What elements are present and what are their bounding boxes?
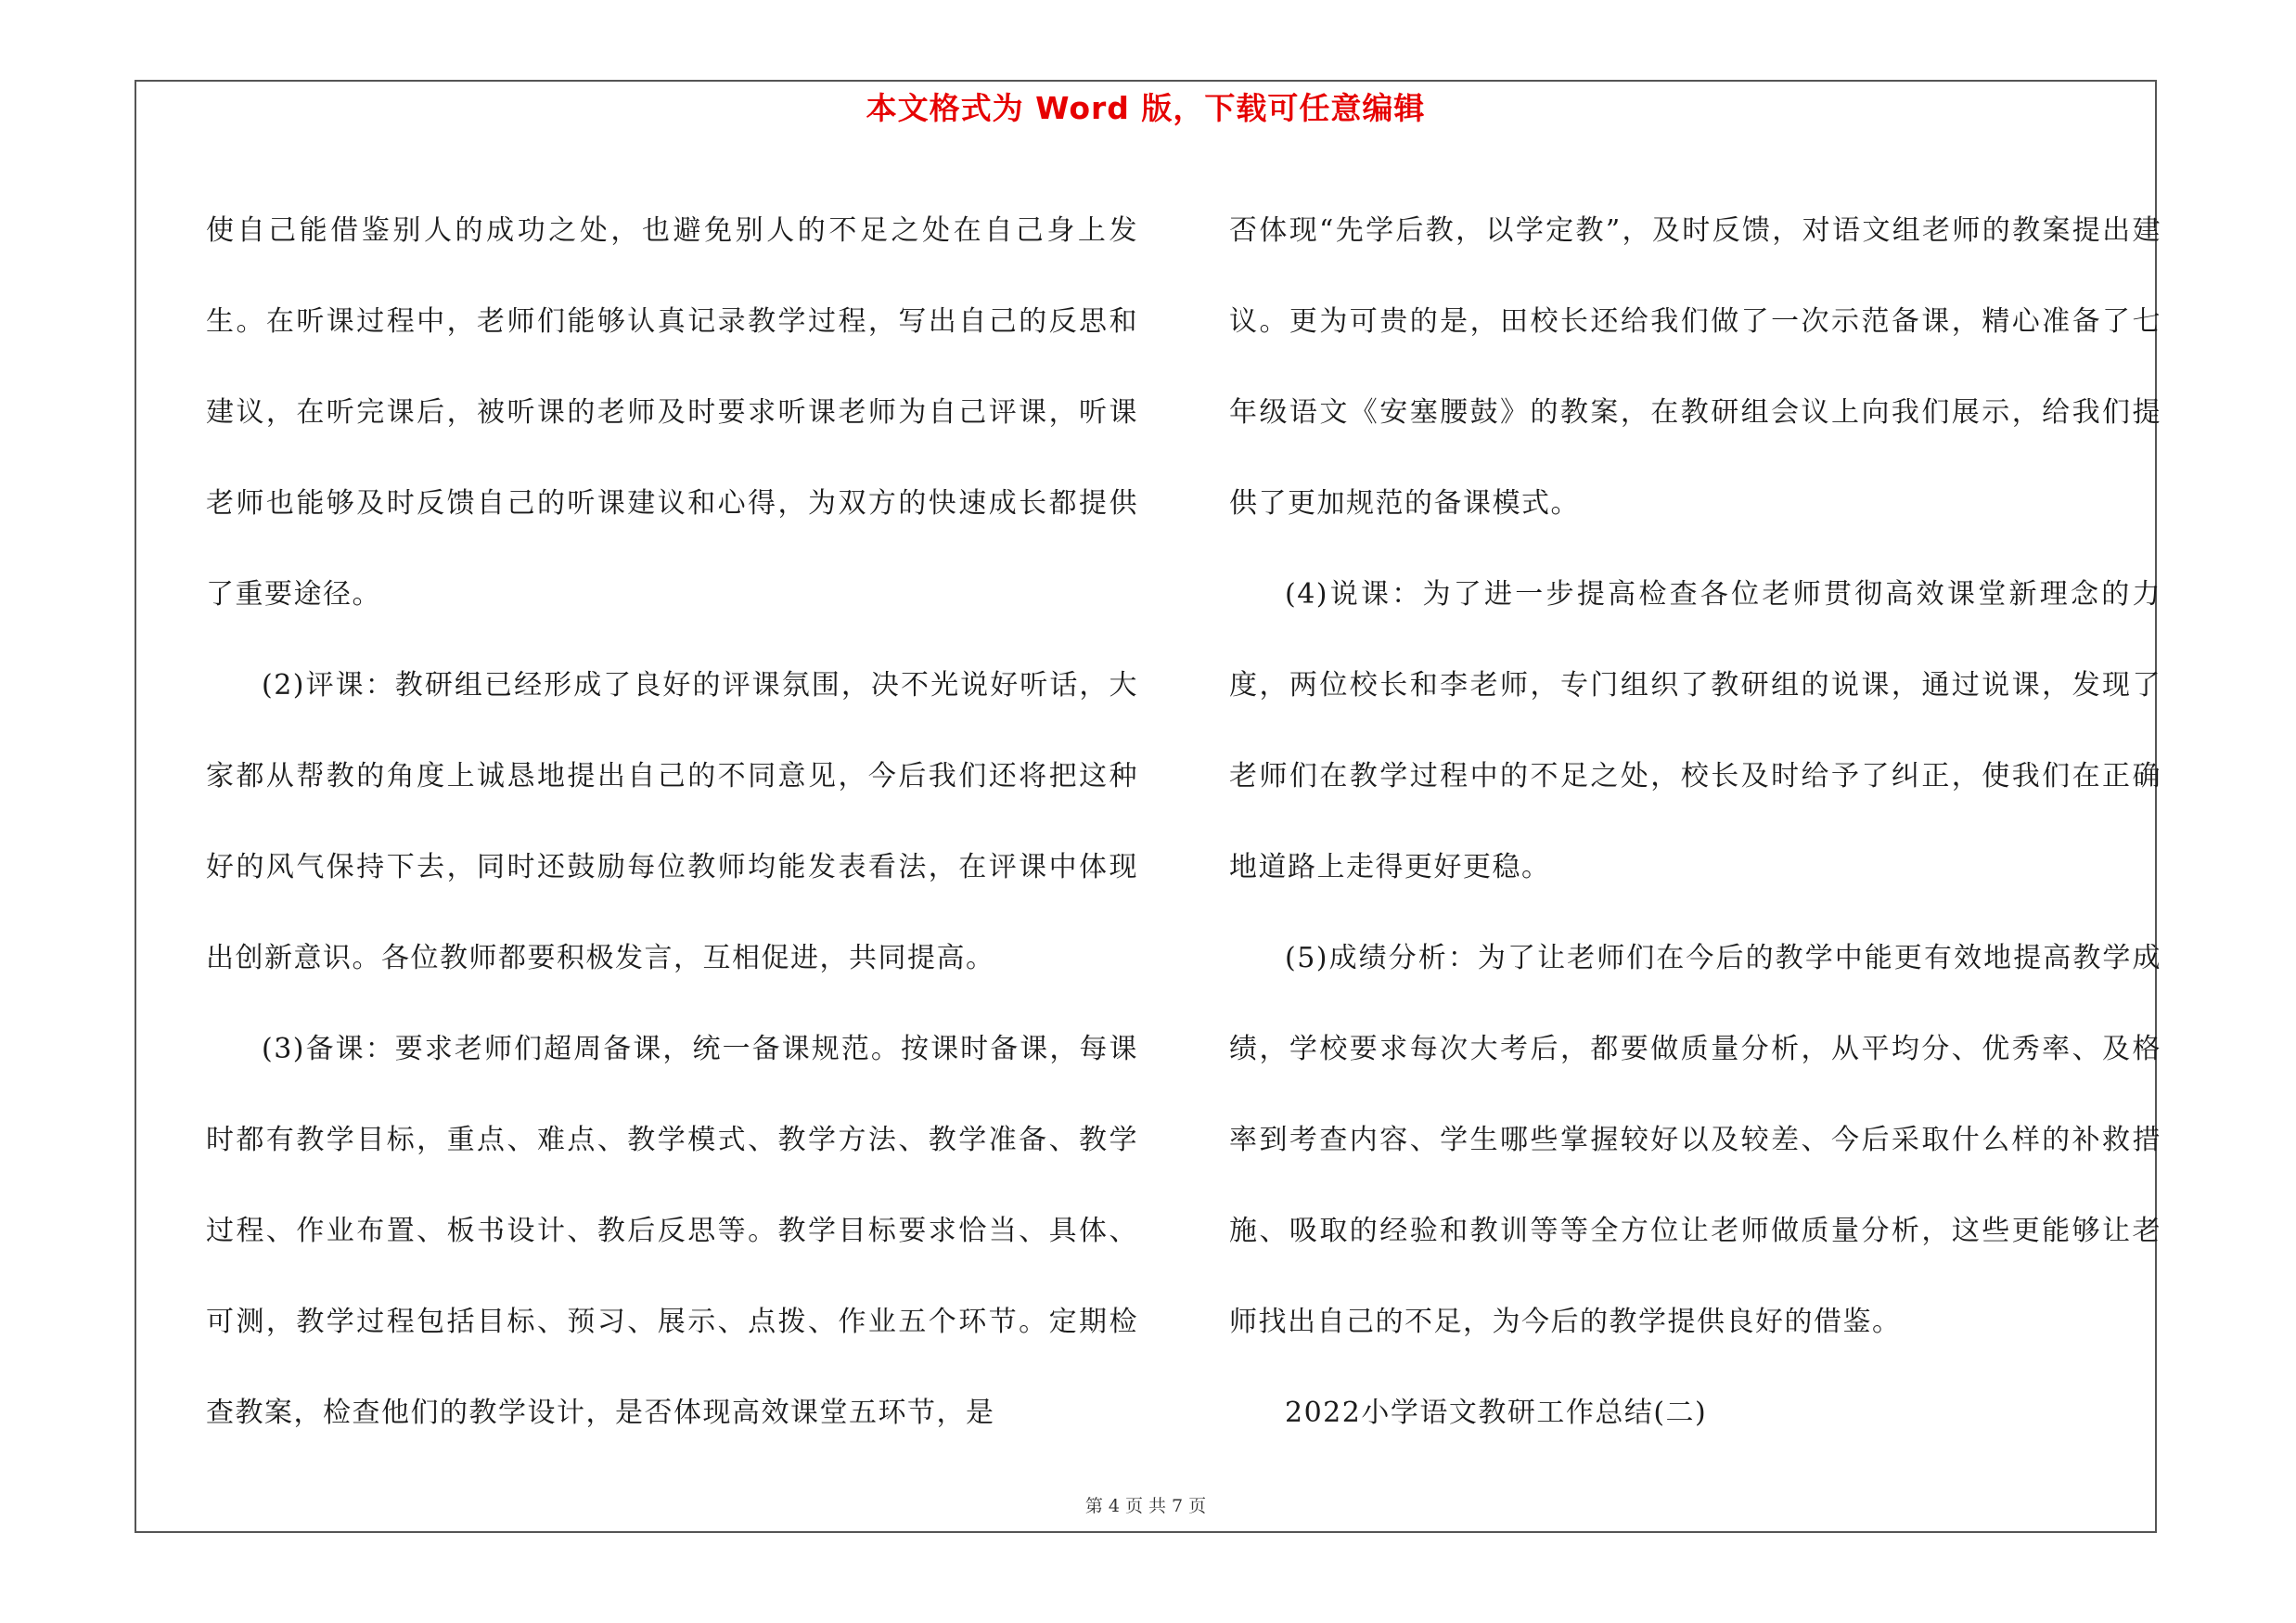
paragraph-preparation: (3)备课：要求老师们超周备课，统一备课规范。按课时备课，每课时都有教学目标，重点、难点、教学模式、教学方法、教学准备、教学过程、作业布置、板书设计、教后反思等。教学目标要求恰当、具体、可测，教学过程包括目标、预习、展示、点拨、作业五个环节。定期检查教案，检查他们的教学设计，是否体现高效课堂五环节，是 (206, 1033, 1138, 1429)
paragraph-evaluation: (2)评课：教研组已经形成了良好的评课氛围，决不光说好听话，大家都从帮教的角度上诚恳地提出自己的不同意见，今后我们还将把这种好的风气保持下去，同时还鼓励每位教师均能发表看法，在评课中体现出创新意识。各位教师都要积极发言，互相促进，共同提高。 (206, 669, 1138, 974)
left-column (206, 186, 1138, 1459)
section-heading: 2022小学语文教研工作总结(二) (1285, 1397, 1708, 1429)
paragraph-preparation-continued: 否体现“先学后教，以学定教”，及时反馈，对语文组老师的教案提出建议。更为可贵的是，田校长还给我们做了一次示范备课，精心准备了七年级语文《安塞腰鼓》的教案，在教研组会议上向我们展示，给我们提供了更加规范的备课模式。 (1229, 214, 2161, 520)
right-column (1229, 186, 2161, 1459)
format-banner: 本文格式为 Word 版，下载可任意编辑 (866, 90, 1426, 126)
paragraph-score-analysis: (5)成绩分析：为了让老师们在今后的教学中能更有效地提高教学成绩，学校要求每次大考后，都要做质量分析，从平均分、优秀率、及格率到考查内容、学生哪些掌握较好以及较差、今后采取什么样的补救措施、吸取的经验和教训等等全方位让老师做质量分析，这些更能够让老师找出自己的不足，为今后的教学提供良好的借鉴。 (1229, 942, 2161, 1338)
paragraph-lecture: (4)说课：为了进一步提高检查各位老师贯彻高效课堂新理念的力度，两位校长和李老师，专门组织了教研组的说课，通过说课，发现了老师们在教学过程中的不足之处，校长及时给予了纠正，使我们在正确地道路上走得更好更稳。 (1229, 578, 2161, 883)
paragraph-continued: 使自己能借鉴别人的成功之处，也避免别人的不足之处在自己身上发生。在听课过程中，老师们能够认真记录教学过程，写出自己的反思和建议，在听完课后，被听课的老师及时要求听课老师为自己评课，听课老师也能够及时反馈自己的听课建议和心得，为双方的快速成长都提供了重要途径。 (206, 214, 1138, 611)
page-number-footer: 第 4 页 共 7 页 (1084, 1496, 1207, 1516)
